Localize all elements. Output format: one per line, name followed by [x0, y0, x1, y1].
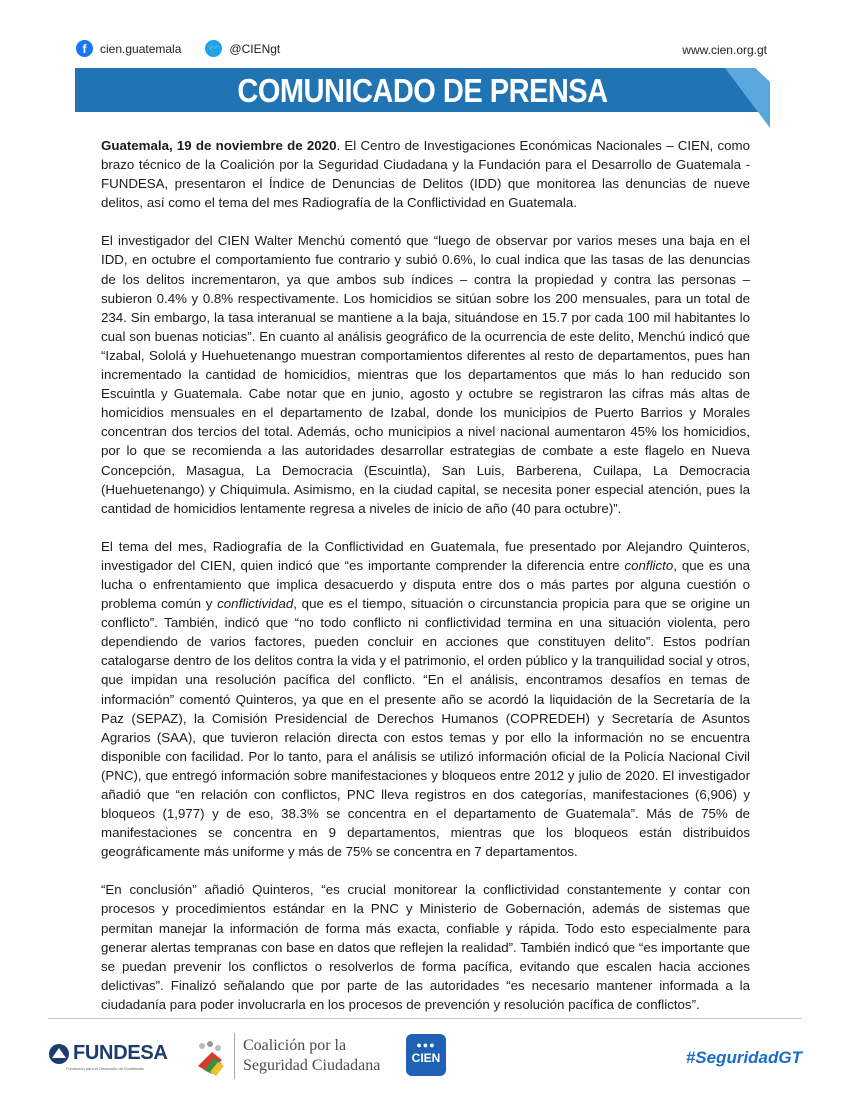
press-release-body [101, 136, 750, 1033]
fundesa-logo [48, 1042, 168, 1065]
coalicion-line2: Seguridad Ciudadana [243, 1057, 381, 1074]
twitter-icon[interactable]: 🐦 [205, 40, 222, 57]
cien-logo [406, 1034, 446, 1076]
term-conflictividad: conflictividad [217, 596, 294, 612]
footer [0, 1030, 850, 1090]
social-links [76, 40, 280, 57]
cien-wordmark: CIEN [411, 1051, 441, 1065]
facebook-handle[interactable]: cien.guatemala [100, 41, 182, 56]
paragraph-menchu: El investigador del CIEN Walter Menchú comentó que “luego de observar por varios meses una baja en el IDD, en octubre el comportamiento fue contrario y subió 0.6%, lo cual indica que las tasas de las denuncias de los delitos incrementaron, ya que ambos sub índices – contra la propiedad y contra las personas – subieron 0.4% y 0.8% respectivamente. Los homicidios se sitúan sobre los 200 mensuales, para un total de 234. Sin embargo, la tasa interanual se mantiene a la baja, situándose en 15.7 por cada 100 mil habitantes lo cual son buenas noticias”. En cuanto al análisis geográfico de la ocurrencia de este delito, Menchú indicó que “Izabal, Sololá y Huehuetenango muestran comportamientos diferentes al resto de departamentos, pues han incrementado la cantidad de homicidios, mientras que los departamentos que más lo han reducido son Escuintla y Guatemala. Cabe notar que en junio, agosto y octubre se registraron las cifras más altas de homicidios mensuales en el departamento de Izabal, donde los municipios de Puerto Barrios y Morales concentran dos tercios del total. Además, ocho municipios a nivel nacional aumentaron 45% los homicidios, por lo que se recomienda a las autoridades desarrollar estrategias de combate a este flagelo en Nueva Concepción, Masagua, La Democracia (Escuintla), San Luis, Barberena, Cuilapa, La Democracia (Huehuetenango) y Chiquimula. Asimismo, en la ciudad capital, se necesita poner especial atención, pues la cantidad de homicidios lentamente regresa a niveles de inicio de año (40 para octubre)”. [101, 233, 750, 516]
coalicion-emblem-icon [192, 1036, 228, 1076]
fundesa-emblem-icon [48, 1043, 70, 1065]
website-link[interactable]: www.cien.org.gt [682, 43, 767, 57]
hashtag[interactable]: #SeguridadGT [685, 1048, 802, 1067]
dateline: Guatemala, 19 de noviembre de 2020 [101, 138, 337, 153]
paragraph-conclusion: “En conclusión” añadió Quinteros, “es crucial monitorear la conflictividad constantemente y contar con procesos y procedimientos estándar en la PNC y Ministerio de Gobernación, además de sistemas que permitan manejar la información de forma más exacta, confiable y rápida. Todo esto especialmente para generar alertas tempranas con base en datos que reflejen la realidad”. También indicó que “es importante que se puedan prevenir los conflictos o resolverlos de forma pacífica, evitando que escalen hacia acciones delictivas”. Finalizó señalando que por parte de las autoridades “es necesario mantener informada a la ciudadanía para poder involucrarla en los procesos de prevención y resolución pacífica de conflictos”. [101, 882, 750, 1012]
footer-divider [48, 1018, 802, 1019]
cien-dots-icon: ●●● [416, 1040, 436, 1050]
term-conflicto: conflicto [624, 557, 674, 573]
banner-title: COMUNICADO DE PRENSA [237, 72, 608, 109]
twitter-handle[interactable]: @CIENgt [229, 41, 281, 56]
paragraph-intro-text: . El Centro de Investigaciones Económicas Nacionales – CIEN, como brazo técnico de la Coalición por la Seguridad Ciudadana y la Fundación para el Desarrollo de Guatemala - FUNDESA, presentaron el Índice de Denuncias de Delitos (IDD) que monitorea las denuncias de nueve delitos, así como el tema del mes Radiografía de la Conflictividad en Guatemala. [101, 138, 750, 211]
paragraph-quinteros-part2: , que es una lucha o enfrentamiento que implica desacuerdo y disputa entre dos o más partes por alguna cuestión o problema común y [101, 557, 750, 612]
coalicion-line1: Coalición por la [243, 1037, 347, 1054]
paragraph-intro [101, 136, 750, 212]
facebook-icon[interactable]: f [76, 40, 93, 57]
press-release-banner [75, 68, 770, 112]
fundesa-tagline: Fundación para el Desarrollo de Guatemala [66, 1066, 144, 1071]
coalicion-wordmark [243, 1036, 380, 1076]
paragraph-quinteros-part1: El tema del mes, Radiografía de la Conflictividad en Guatemala, fue presentado por Alejandro Quinteros, investigador del CIEN, quien indicó que “es importante comprender la diferencia entre [101, 538, 750, 573]
fundesa-wordmark: FUNDESA [73, 1042, 168, 1064]
coalicion-logo [192, 1033, 380, 1079]
paragraph-quinteros [101, 537, 750, 862]
paragraph-quinteros-part3: , que es el tiempo, situación o circunstancia propicia para que se origine un conflicto”. También, indicó que “no todo conflicto ni conflictividad termina en una situación violenta, pero dependiendo de varios factores, pueden concluir en acciones que constituyen delito”. Estos podrían catalogarse dentro de los delitos contra la vida y el patrimonio, el orden público y la tranquilidad social y otros, que impidan una resolución pacífica del conflicto. “En el análisis, encontramos desafíos en temas de información” comentó Quinteros, ya que en el presente año se acordó la liquidación de la Secretaría de la Paz (SEPAZ), la Comisión Presidencial de Derechos Humanos (COPREDEH) y Secretaría de Asuntos Agrarios (SAA), que tuvieron relación directa con estos temas y por ello la información no se encuentra disponible con facilidad. Por lo tanto, para el análisis se utilizó información oficial de la Policía Nacional Civil (PNC), que entregó información sobre manifestaciones y bloqueos entre 2012 y julio de 2020. El investigador añadió que “en relación con conflictos, PNC lleva registros en dos categorías, manifestaciones (6,906) y bloqueos (1,977) y de eso, 38.3% se concentra en el departamento de Guatemala”. Más de 75% de manifestaciones se concentra en 9 departamentos, mientras que los bloqueos están distribuidos geográficamente más uniforme y más de 75% se concentra en 7 departamentos. [101, 596, 751, 860]
